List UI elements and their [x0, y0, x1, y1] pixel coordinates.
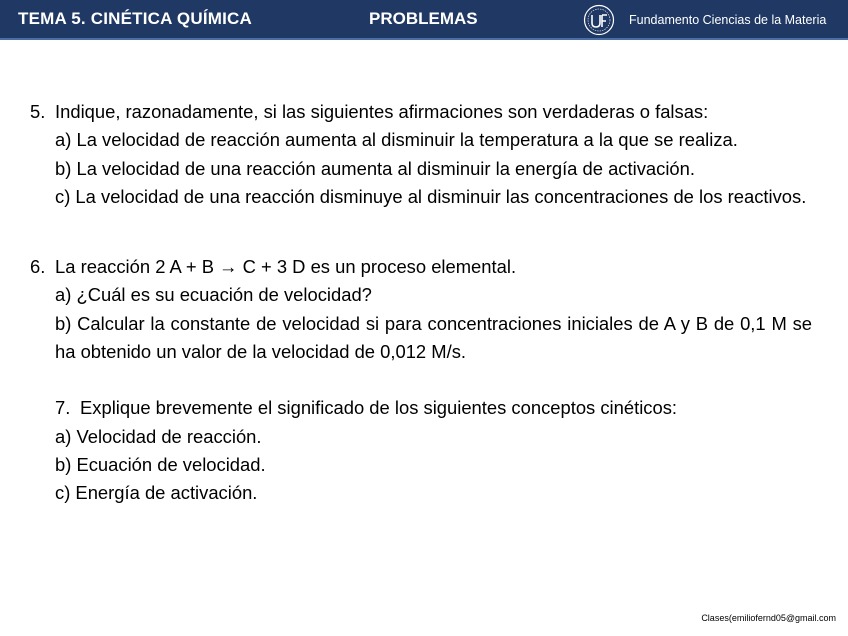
problem-number: 5. — [30, 101, 46, 122]
problem-6 — [30, 253, 812, 366]
problem-statement: Explique brevemente el significado de los siguientes conceptos cinéticos: — [80, 397, 678, 419]
subject-name: Fundamento Ciencias de la Materia — [629, 13, 827, 27]
concept-b: b) Ecuación de velocidad. — [55, 453, 266, 475]
problem-5 — [30, 98, 812, 211]
statement-c: c) La velocidad de una reacción disminuye al disminuir las concentraciones de los reactivos. — [55, 185, 807, 207]
problem-list — [30, 98, 812, 508]
university-seal-icon — [583, 4, 615, 36]
question-a: a) ¿Cuál es su ecuación de velocidad? — [55, 284, 372, 306]
problem-statement: Indique, razonadamente, si las siguientes afirmaciones son verdaderas o falsas: — [55, 101, 709, 122]
problem-number: 6. — [30, 256, 46, 278]
concept-c: c) Energía de activación. — [55, 482, 258, 504]
header-bar — [0, 0, 848, 40]
problem-statement: La reacción 2 A + B → C + 3 D es un proceso elemental. — [55, 256, 517, 278]
footer-credit: Clases(emiliofernd05@gmail.com — [701, 613, 836, 623]
question-b: b) Calcular la constante de velocidad si para concentraciones iniciales de A y B de 0,1 M se ha obtenido un valor de la velocidad de 0,012 M/s. — [55, 312, 812, 363]
problem-number: 7. — [55, 397, 71, 419]
concept-a: a) Velocidad de reacción. — [55, 425, 262, 447]
topic-title: TEMA 5. CINÉTICA QUÍMICA — [18, 9, 252, 28]
problem-7 — [30, 394, 812, 507]
section-title: PROBLEMAS — [369, 9, 478, 28]
statement-b: b) La velocidad de una reacción aumenta al disminuir la energía de activación. — [55, 157, 695, 179]
statement-a: a) La velocidad de reacción aumenta al disminuir la temperatura a la que se realiza. — [55, 129, 738, 151]
